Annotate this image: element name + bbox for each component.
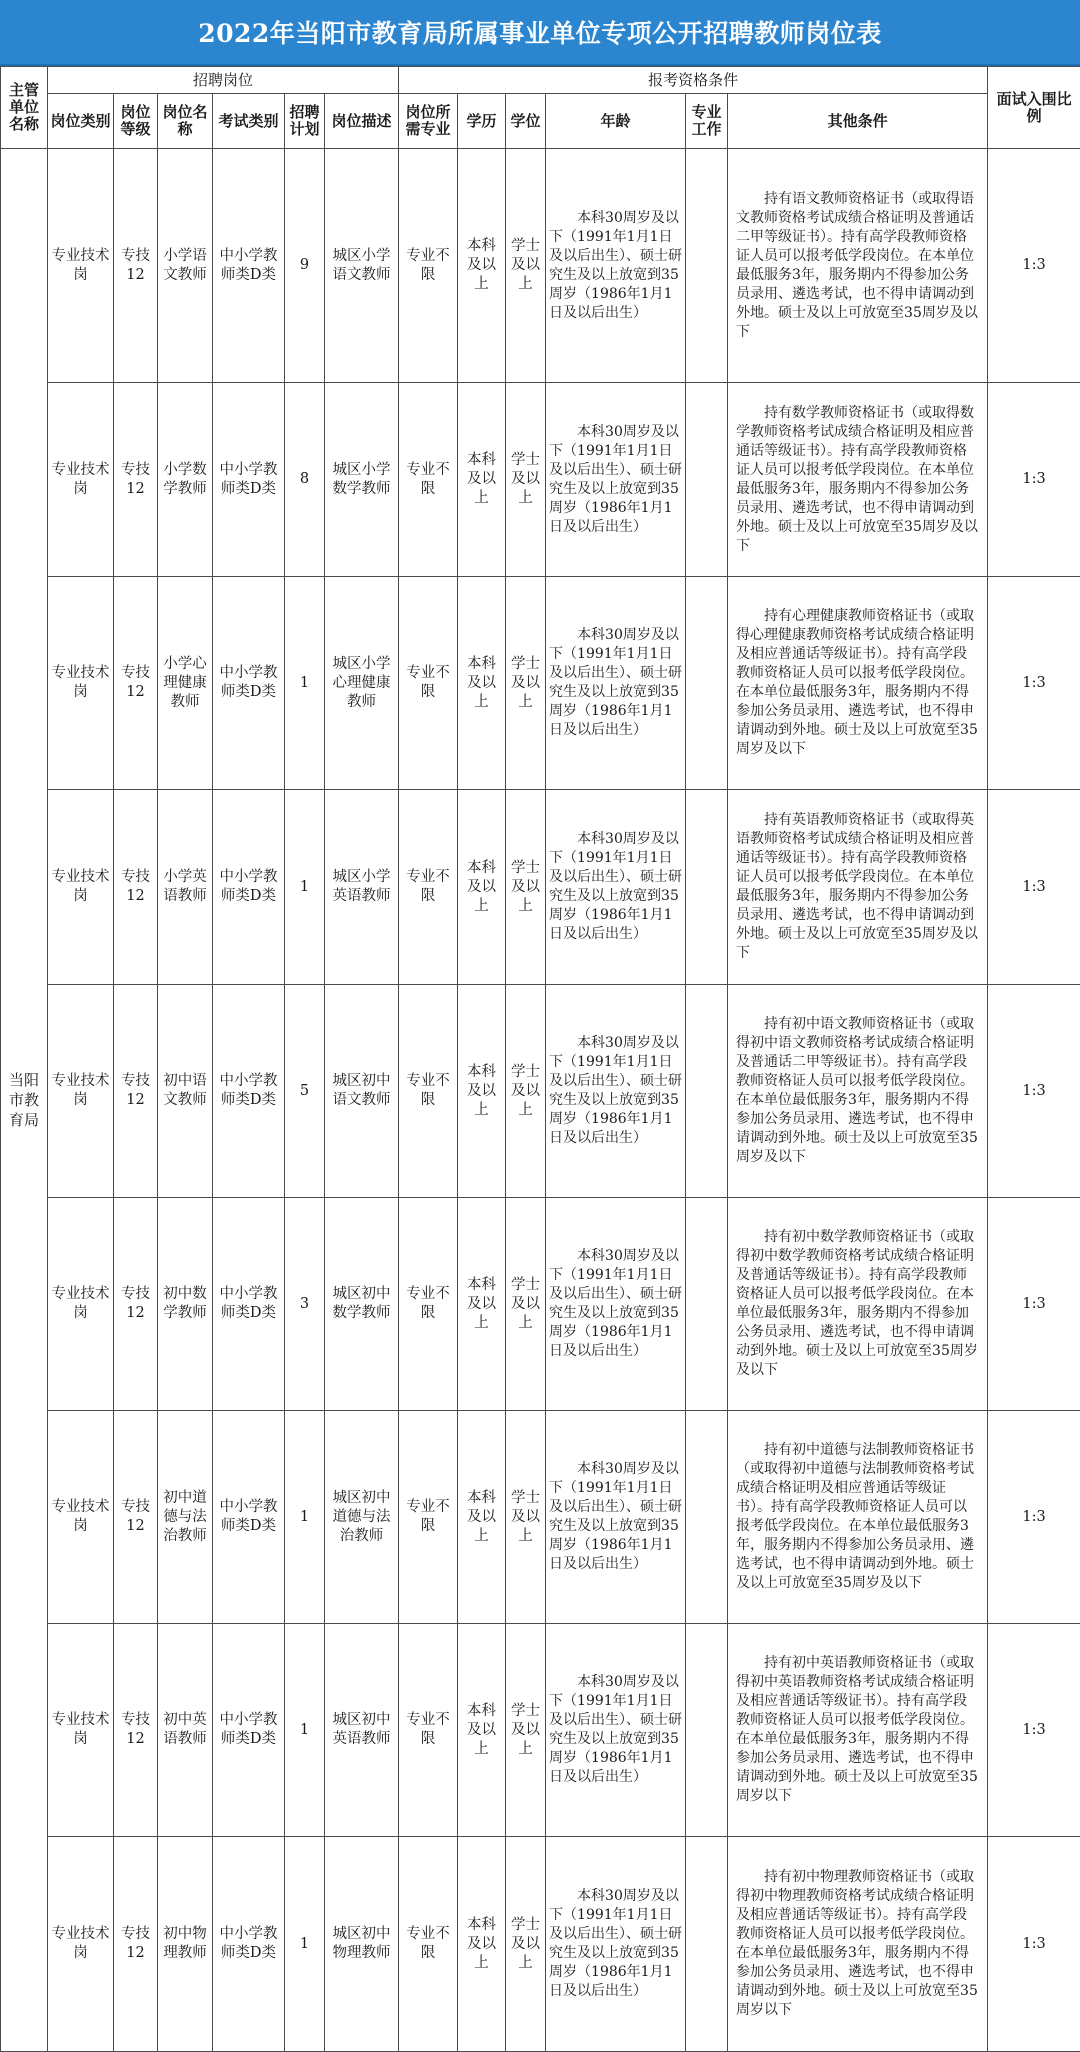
- plan-cell: 9: [285, 149, 325, 383]
- ratio-cell: 1:3: [988, 383, 1080, 577]
- header-category: 岗位类别: [48, 94, 114, 149]
- education-cell: 本科及以上: [458, 577, 506, 790]
- exam-cell: 中小学教师类D类: [213, 149, 285, 383]
- major-cell: 专业不限: [399, 1624, 458, 1837]
- ratio-cell: 1:3: [988, 1198, 1080, 1411]
- table-row: [1, 985, 1080, 1198]
- level-cell: 专技12: [114, 790, 158, 985]
- name-cell: 小学数学教师: [158, 383, 213, 577]
- other-cell: 持有初中语文教师资格证书（或取得初中语文教师资格考试成绩合格证明及普通话二甲等级证书）。持有高学段教师资格证人员可以报考低学段岗位。在本单位最低服务3年，服务期内不得参加公务员录用、遴选考试，也不得申请调动到外地。硕士及以上可放宽至35周岁及以下: [728, 985, 988, 1198]
- major-cell: 专业不限: [399, 149, 458, 383]
- major-cell: 专业不限: [399, 1411, 458, 1624]
- ratio-cell: 1:3: [988, 1837, 1080, 2052]
- exam-cell: 中小学教师类D类: [213, 1624, 285, 1837]
- education-cell: 本科及以上: [458, 1411, 506, 1624]
- table-row: [1, 383, 1080, 577]
- plan-cell: 1: [285, 1411, 325, 1624]
- level-cell: 专技12: [114, 1198, 158, 1411]
- age-cell: 本科30周岁及以下（1991年1月1日及以后出生）、硕士研究生及以上放宽到35周岁（1986年1月1日及以后出生）: [546, 1411, 686, 1624]
- category-cell: 专业技术岗: [48, 577, 114, 790]
- level-cell: 专技12: [114, 383, 158, 577]
- level-cell: 专技12: [114, 985, 158, 1198]
- exam-cell: 中小学教师类D类: [213, 1411, 285, 1624]
- ratio-cell: 1:3: [988, 577, 1080, 790]
- age-cell: 本科30周岁及以下（1991年1月1日及以后出生）、硕士研究生及以上放宽到35周岁（1986年1月1日及以后出生）: [546, 1624, 686, 1837]
- header-age: 年龄: [546, 94, 686, 149]
- experience-cell: [686, 1837, 728, 2052]
- category-cell: 专业技术岗: [48, 790, 114, 985]
- table-row: [1, 1837, 1080, 2052]
- exam-cell: 中小学教师类D类: [213, 985, 285, 1198]
- degree-cell: 学士及以上: [506, 1411, 546, 1624]
- name-cell: 初中英语教师: [158, 1624, 213, 1837]
- category-cell: 专业技术岗: [48, 1837, 114, 2052]
- experience-cell: [686, 149, 728, 383]
- experience-cell: [686, 1198, 728, 1411]
- desc-cell: 城区初中数学教师: [325, 1198, 399, 1411]
- exam-cell: 中小学教师类D类: [213, 383, 285, 577]
- header-experience: 专业工作: [686, 94, 728, 149]
- name-cell: 初中道德与法治教师: [158, 1411, 213, 1624]
- major-cell: 专业不限: [399, 790, 458, 985]
- major-cell: 专业不限: [399, 577, 458, 790]
- other-cell: 持有语文教师资格证书（或取得语文教师资格考试成绩合格证明及普通话二甲等级证书）。持有高学段教师资格证人员可以报考低学段岗位。在本单位最低服务3年，服务期内不得参加公务员录用、遴选考试，也不得申请调动到外地。硕士及以上可放宽至35周岁及以下: [728, 149, 988, 383]
- education-cell: 本科及以上: [458, 1624, 506, 1837]
- age-cell: 本科30周岁及以下（1991年1月1日及以后出生）、硕士研究生及以上放宽到35周岁（1986年1月1日及以后出生）: [546, 149, 686, 383]
- level-cell: 专技12: [114, 577, 158, 790]
- age-cell: 本科30周岁及以下（1991年1月1日及以后出生）、硕士研究生及以上放宽到35周岁（1986年1月1日及以后出生）: [546, 383, 686, 577]
- header-name: 岗位名称: [158, 94, 213, 149]
- name-cell: 初中物理教师: [158, 1837, 213, 2052]
- experience-cell: [686, 790, 728, 985]
- level-cell: 专技12: [114, 1837, 158, 2052]
- header-unit: 主管单位名称: [1, 67, 48, 149]
- table-row: [1, 1624, 1080, 1837]
- education-cell: 本科及以上: [458, 383, 506, 577]
- header-group-requirements: 报考资格条件: [399, 67, 988, 94]
- other-cell: 持有初中英语教师资格证书（或取得初中英语教师资格考试成绩合格证明及相应普通话等级证书）。持有高学段教师资格证人员可以报考低学段岗位。在本单位最低服务3年，服务期内不得参加公务员录用、遴选考试，也不得申请调动到外地。硕士及以上可放宽至35周岁以下: [728, 1624, 988, 1837]
- desc-cell: 城区初中道德与法治教师: [325, 1411, 399, 1624]
- ratio-cell: 1:3: [988, 790, 1080, 985]
- age-cell: 本科30周岁及以下（1991年1月1日及以后出生）、硕士研究生及以上放宽到35周岁（1986年1月1日及以后出生）: [546, 790, 686, 985]
- experience-cell: [686, 577, 728, 790]
- degree-cell: 学士及以上: [506, 1837, 546, 2052]
- name-cell: 初中数学教师: [158, 1198, 213, 1411]
- other-cell: 持有英语教师资格证书（或取得英语教师资格考试成绩合格证明及相应普通话等级证书）。持有高学段教师资格证人员可以报考低学段岗位。在本单位最低服务3年，服务期内不得参加公务员录用、遴选考试，也不得申请调动到外地。硕士及以上可放宽至35周岁及以下: [728, 790, 988, 985]
- category-cell: 专业技术岗: [48, 1411, 114, 1624]
- header-other: 其他条件: [728, 94, 988, 149]
- level-cell: 专技12: [114, 1411, 158, 1624]
- header-exam: 考试类别: [213, 94, 285, 149]
- table-row: [1, 149, 1080, 383]
- experience-cell: [686, 1624, 728, 1837]
- plan-cell: 1: [285, 1624, 325, 1837]
- desc-cell: 城区小学数学教师: [325, 383, 399, 577]
- table-row: [1, 1198, 1080, 1411]
- other-cell: 持有心理健康教师资格证书（或取得心理健康教师资格考试成绩合格证明及相应普通话等级证书）。持有高学段教师资格证人员可以报考低学段岗位。在本单位最低服务3年，服务期内不得参加公务员录用、遴选考试，也不得申请调动到外地。硕士及以上可放宽至35周岁及以下: [728, 577, 988, 790]
- exam-cell: 中小学教师类D类: [213, 1198, 285, 1411]
- ratio-cell: 1:3: [988, 149, 1080, 383]
- category-cell: 专业技术岗: [48, 149, 114, 383]
- degree-cell: 学士及以上: [506, 985, 546, 1198]
- level-cell: 专技12: [114, 149, 158, 383]
- name-cell: 小学心理健康教师: [158, 577, 213, 790]
- ratio-cell: 1:3: [988, 1624, 1080, 1837]
- desc-cell: 城区初中英语教师: [325, 1624, 399, 1837]
- plan-cell: 5: [285, 985, 325, 1198]
- name-cell: 小学英语教师: [158, 790, 213, 985]
- unit-name-cell: 当阳市教育局: [1, 149, 48, 2052]
- desc-cell: 城区初中物理教师: [325, 1837, 399, 2052]
- plan-cell: 1: [285, 1837, 325, 2052]
- exam-cell: 中小学教师类D类: [213, 790, 285, 985]
- header-degree: 学位: [506, 94, 546, 149]
- degree-cell: 学士及以上: [506, 790, 546, 985]
- major-cell: 专业不限: [399, 1837, 458, 2052]
- degree-cell: 学士及以上: [506, 149, 546, 383]
- other-cell: 持有初中道德与法制教师资格证书（或取得初中道德与法制教师资格考试成绩合格证明及相应普通话等级证书）。持有高学段教师资格证人员可以报考低学段岗位。在本单位最低服务3年，服务期内不得参加公务员录用、遴选考试，也不得申请调动到外地。硕士及以上可放宽至35周岁及以下: [728, 1411, 988, 1624]
- age-cell: 本科30周岁及以下（1991年1月1日及以后出生）、硕士研究生及以上放宽到35周岁（1986年1月1日及以后出生）: [546, 985, 686, 1198]
- recruitment-table: [0, 66, 1080, 2052]
- desc-cell: 城区初中语文教师: [325, 985, 399, 1198]
- table-row: [1, 577, 1080, 790]
- other-cell: 持有初中数学教师资格证书（或取得初中数学教师资格考试成绩合格证明及普通话等级证书）。持有高学段教师资格证人员可以报考低学段岗位。在本单位最低服务3年，服务期内不得参加公务员录用、遴选考试，也不得申请调动到外地。硕士及以上可放宽至35周岁及以下: [728, 1198, 988, 1411]
- header-desc: 岗位描述: [325, 94, 399, 149]
- desc-cell: 城区小学心理健康教师: [325, 577, 399, 790]
- education-cell: 本科及以上: [458, 1837, 506, 2052]
- level-cell: 专技12: [114, 1624, 158, 1837]
- education-cell: 本科及以上: [458, 1198, 506, 1411]
- ratio-cell: 1:3: [988, 1411, 1080, 1624]
- header-education: 学历: [458, 94, 506, 149]
- header-plan: 招聘计划: [285, 94, 325, 149]
- header-major: 岗位所需专业: [399, 94, 458, 149]
- age-cell: 本科30周岁及以下（1991年1月1日及以后出生）、硕士研究生及以上放宽到35周岁（1986年1月1日及以后出生）: [546, 577, 686, 790]
- plan-cell: 1: [285, 790, 325, 985]
- category-cell: 专业技术岗: [48, 1624, 114, 1837]
- category-cell: 专业技术岗: [48, 985, 114, 1198]
- ratio-cell: 1:3: [988, 985, 1080, 1198]
- other-cell: 持有数学教师资格证书（或取得数学教师资格考试成绩合格证明及相应普通话等级证书）。持有高学段教师资格证人员可以报考低学段岗位。在本单位最低服务3年，服务期内不得参加公务员录用、遴选考试，也不得申请调动到外地。硕士及以上可放宽至35周岁及以下: [728, 383, 988, 577]
- degree-cell: 学士及以上: [506, 577, 546, 790]
- plan-cell: 8: [285, 383, 325, 577]
- major-cell: 专业不限: [399, 1198, 458, 1411]
- desc-cell: 城区小学英语教师: [325, 790, 399, 985]
- plan-cell: 1: [285, 577, 325, 790]
- education-cell: 本科及以上: [458, 790, 506, 985]
- education-cell: 本科及以上: [458, 149, 506, 383]
- age-cell: 本科30周岁及以下（1991年1月1日及以后出生）、硕士研究生及以上放宽到35周岁（1986年1月1日及以后出生）: [546, 1198, 686, 1411]
- experience-cell: [686, 1411, 728, 1624]
- plan-cell: 3: [285, 1198, 325, 1411]
- category-cell: 专业技术岗: [48, 1198, 114, 1411]
- degree-cell: 学士及以上: [506, 383, 546, 577]
- header-ratio: 面试入围比例: [988, 67, 1080, 149]
- desc-cell: 城区小学语文教师: [325, 149, 399, 383]
- name-cell: 初中语文教师: [158, 985, 213, 1198]
- major-cell: 专业不限: [399, 383, 458, 577]
- exam-cell: 中小学教师类D类: [213, 1837, 285, 2052]
- name-cell: 小学语文教师: [158, 149, 213, 383]
- age-cell: 本科30周岁及以下（1991年1月1日及以后出生）、硕士研究生及以上放宽到35周岁（1986年1月1日及以后出生）: [546, 1837, 686, 2052]
- header-group-position: 招聘岗位: [48, 67, 399, 94]
- table-row: [1, 1411, 1080, 1624]
- other-cell: 持有初中物理教师资格证书（或取得初中物理教师资格考试成绩合格证明及相应普通话等级证书）。持有高学段教师资格证人员可以报考低学段岗位。在本单位最低服务3年，服务期内不得参加公务员录用、遴选考试，也不得申请调动到外地。硕士及以上可放宽至35周岁以下: [728, 1837, 988, 2052]
- page-title: 2022年当阳市教育局所属事业单位专项公开招聘教师岗位表: [0, 0, 1080, 66]
- category-cell: 专业技术岗: [48, 383, 114, 577]
- table-row: [1, 790, 1080, 985]
- header-level: 岗位等级: [114, 94, 158, 149]
- major-cell: 专业不限: [399, 985, 458, 1198]
- experience-cell: [686, 985, 728, 1198]
- education-cell: 本科及以上: [458, 985, 506, 1198]
- degree-cell: 学士及以上: [506, 1198, 546, 1411]
- degree-cell: 学士及以上: [506, 1624, 546, 1837]
- exam-cell: 中小学教师类D类: [213, 577, 285, 790]
- experience-cell: [686, 383, 728, 577]
